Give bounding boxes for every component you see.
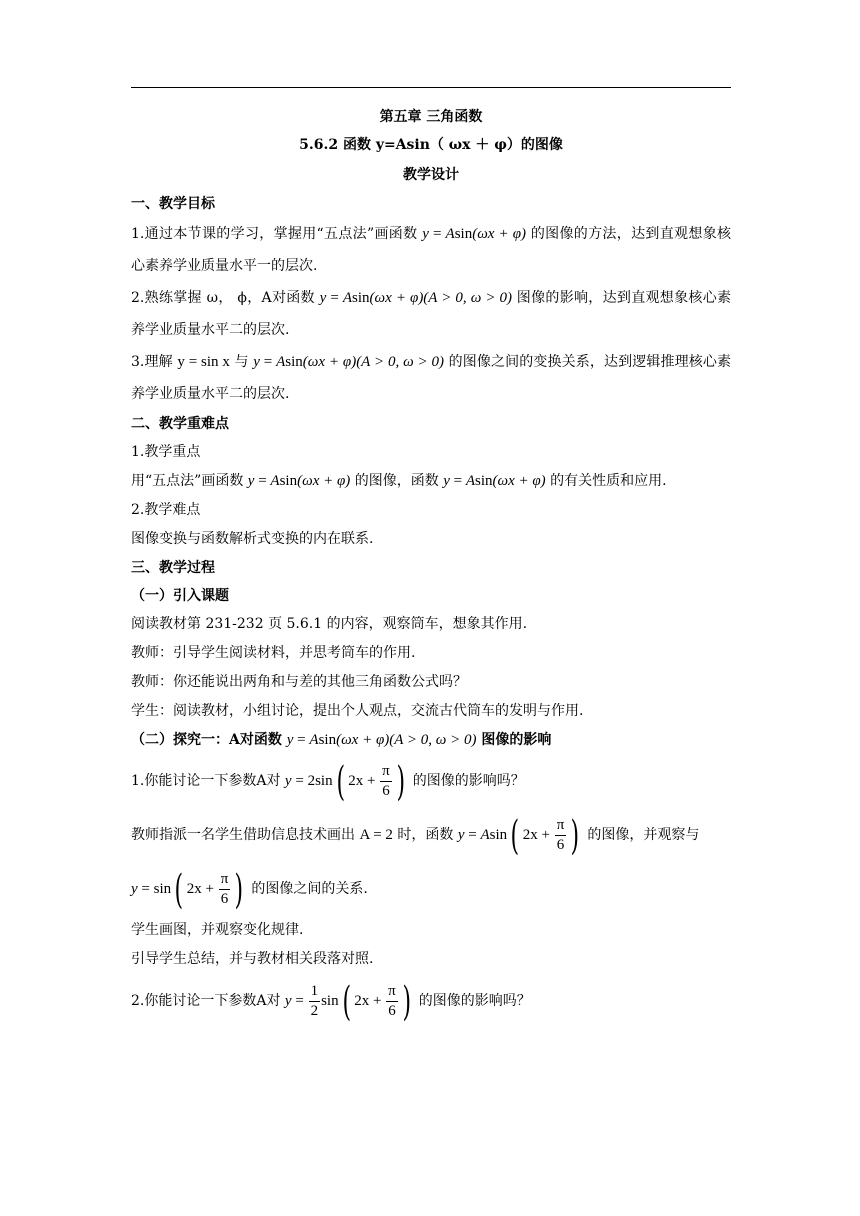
section-title: 5.6.2 函数 y=Asin（ ωx ＋ φ）的图像 xyxy=(299,137,563,153)
teacher-instruction: 教师指派一名学生借助信息技术画出 A = 2 时，函数 y = Asin( 2x + $\frac{\pi}{6}$ ) 的图像，并观察与 xyxy=(131,812,700,859)
process-heading: 三、教学过程 xyxy=(131,560,215,576)
formula-half-sin: y = $\frac{1}{2}$ sin( 2x + $\frac{\pi}{6}$ ) xyxy=(284,978,411,1025)
formula-y-asin: y = Asin(ωx + φ) xyxy=(247,473,351,489)
chapter-title: 第五章 三角函数 xyxy=(379,109,483,125)
goal-1: 1.通过本节课的学习，掌握用“五点法”画函数 y = Asin(ωx + φ) 的图像的方法，达到直观想象核心素养学业质量水平一的层次. xyxy=(131,226,732,274)
key-points-heading: 二、教学重难点 xyxy=(131,416,229,432)
explore-heading: （二）探究一：A对函数 y = Asin(ωx + φ)(A > 0, ω > 0) 图像的影响 xyxy=(131,732,552,748)
header-rule xyxy=(131,87,731,88)
guide-summary: 引导学生总结，并与教材相关段落对照. xyxy=(131,951,374,967)
intro-line: 学生：阅读教材，小组讨论，提出个人观点，交流古代筒车的发明与作用. xyxy=(131,703,584,719)
formula-sin: y = sin( 2x + $\frac{\pi}{6}$ ) xyxy=(131,866,244,913)
intro-line: 教师：你还能说出两角和与差的其他三角函数公式吗？ xyxy=(131,674,467,690)
formula-y-asin-cond: y = Asin(ωx + φ)(A > 0, ω > 0) xyxy=(286,732,477,748)
formula-y-asin: y = Asin(ωx + φ) xyxy=(443,473,546,489)
formula-asin: y = Asin( 2x + $\frac{\pi}{6}$ ) xyxy=(457,812,580,859)
design-title: 教学设计 xyxy=(403,167,459,183)
focus-title: 1.教学重点 xyxy=(131,444,201,460)
intro-line: 阅读教材第 231-232 页 5.6.1 的内容，观察筒车，想象其作用. xyxy=(131,616,528,632)
relation-line: y = sin( 2x + $\frac{\pi}{6}$ ) 的图像之间的关系. xyxy=(131,866,368,913)
goal-3: 3.理解 y = sin x 与 y = Asin(ωx + φ)(A > 0, ω > 0) 的图像之间的变换关系，达到逻辑推理核心素养学业质量水平二的层次. xyxy=(131,354,732,402)
question-1: 1.你能讨论一下参数A对 y = 2sin( 2x + $\frac{\pi}{6}$ ) 的图像的影响吗？ xyxy=(131,758,525,805)
intro-heading: （一）引入课题 xyxy=(131,588,229,604)
difficulty-title: 2.教学难点 xyxy=(131,502,201,518)
student-draw: 学生画图，并观察变化规律. xyxy=(131,922,304,938)
formula-2sin: y = 2sin( 2x + $\frac{\pi}{6}$ ) xyxy=(284,758,405,805)
intro-line: 教师：引导学生阅读材料，并思考筒车的作用. xyxy=(131,645,416,661)
formula-a-eq-2: A = 2 xyxy=(359,827,393,843)
formula-y-asin: y = Asin(ωx + φ) xyxy=(422,226,527,242)
formula-y-asin-cond: y = Asin(ωx + φ)(A > 0, ω > 0) xyxy=(253,354,445,370)
difficulty-text: 图像变换与函数解析式变换的内在联系. xyxy=(131,531,374,547)
formula-sinx: y = sin x xyxy=(177,354,230,370)
formula-y-asin-cond: y = Asin(ωx + φ)(A > 0, ω > 0) xyxy=(319,290,513,306)
goals-heading: 一、教学目标 xyxy=(131,196,215,212)
question-2: 2.你能讨论一下参数A对 y = $\frac{1}{2}$ sin( 2x + $\frac{\pi}{6}$ ) 的图像的影响吗？ xyxy=(131,978,531,1025)
focus-text: 用“五点法”画函数 y = Asin(ωx + φ) 的图像，函数 y = Asin(ωx + φ) 的有关性质和应用. xyxy=(131,473,667,489)
goal-2: 2.熟练掌握 ω， ϕ，A对函数 y = Asin(ωx + φ)(A > 0, ω > 0) 图像的影响，达到直观想象核心素养学业质量水平二的层次. xyxy=(131,290,732,338)
document-body xyxy=(131,104,731,1028)
